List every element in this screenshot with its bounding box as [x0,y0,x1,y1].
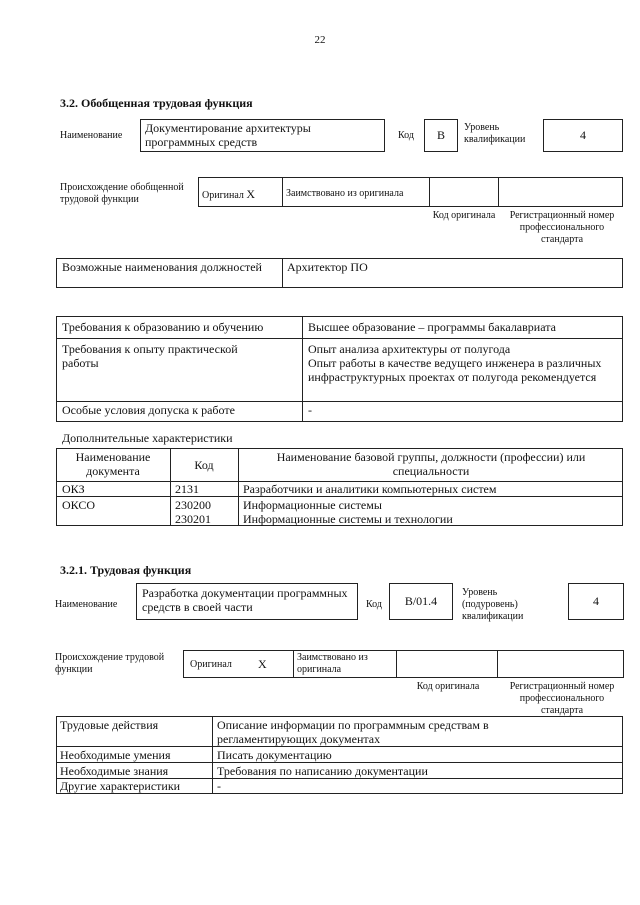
header-name: Наименование базовой группы, должности (профессии) или специальности [276,450,586,478]
header-code: Код [194,458,214,472]
functions-row-label: Трудовые действия [60,718,159,732]
row-doc: ОКЗ [62,482,85,496]
functions-row-value: Описание информации по программным средствам в регламентирующих документах [217,718,489,746]
level-field: 4 [568,583,624,620]
row-doc: ОКСО [62,498,96,512]
origin-label: Происхождение трудовой функции [55,652,165,675]
header-doc: Наименование документа [75,450,151,478]
functions-row-value: - [217,779,221,793]
functions-row-label: Необходимые умения [60,748,171,762]
name-label: Наименование [55,599,118,610]
reg-number-label: Регистрационный номер профессионального стандарта [509,210,615,245]
functions-row-label: Другие характеристики [60,779,181,793]
level-field: 4 [543,119,623,152]
exp-value-2: Опыт работы в качестве ведущего инженера в различных инфраструктурных проектах от полугода рекомендуется [308,356,602,384]
borrowed-label: Заимствовано из оригинала [286,188,404,199]
subsection-heading: 3.2.1. Трудовая функция [60,563,192,577]
original-mark: X [246,187,256,201]
original-mark: X [258,657,267,671]
edu-value: Высшее образование – программы бакалавриата [308,320,556,334]
row-name: Информационные системы [243,498,382,512]
section-heading: 3.2. Обобщенная трудовая функция [60,96,253,110]
origin-label: Происхождение обобщенной трудовой функции [60,182,184,205]
borrowed-label: Заимствовано из оригинала [297,652,368,675]
row-name: Информационные системы и технологии [243,512,453,526]
origin-table [183,650,624,678]
exp-value-1: Опыт анализа архитектуры от полугода [308,342,511,356]
special-label: Особые условия допуска к работе [62,403,235,417]
positions-label: Возможные наименования должностей [62,260,262,274]
additional-title: Дополнительные характеристики [62,431,233,445]
code-label: Код [366,599,382,610]
edu-label: Требования к образованию и обучению [62,320,264,334]
functions-row-value: Требования по написанию документации [217,764,428,778]
special-value: - [308,403,312,417]
code-field: B [424,119,458,152]
row-name: Разработчики и аналитики компьютерных систем [243,482,497,496]
positions-value: Архитектор ПО [287,260,368,274]
code-original-label: Код оригинала [416,681,480,692]
function-name-field: Разработка документации программных средств в своей части [136,583,358,620]
row-code: 230200 [175,498,211,512]
functions-row-label: Необходимые знания [60,764,169,778]
code-original-label: Код оригинала [432,210,496,221]
function-name-field: Документирование архитектуры программных средств [140,119,385,152]
reg-number-label: Регистрационный номер профессионального стандарта [509,681,615,716]
original-label: Оригинал [190,659,232,670]
page-number: 22 [314,34,326,46]
code-field: B/01.4 [389,583,453,620]
original-label: Оригинал X [202,187,256,201]
level-label: Уровень квалификации [464,122,526,145]
origin-table [198,177,623,207]
row-code: 2131 [175,482,199,496]
row-code: 230201 [175,512,211,526]
name-label: Наименование [60,130,123,141]
level-label: Уровень (подуровень) квалификации [462,587,524,622]
code-label: Код [398,130,414,141]
functions-row-value: Писать документацию [217,748,332,762]
exp-label: Требования к опыту практической работы [62,342,238,370]
